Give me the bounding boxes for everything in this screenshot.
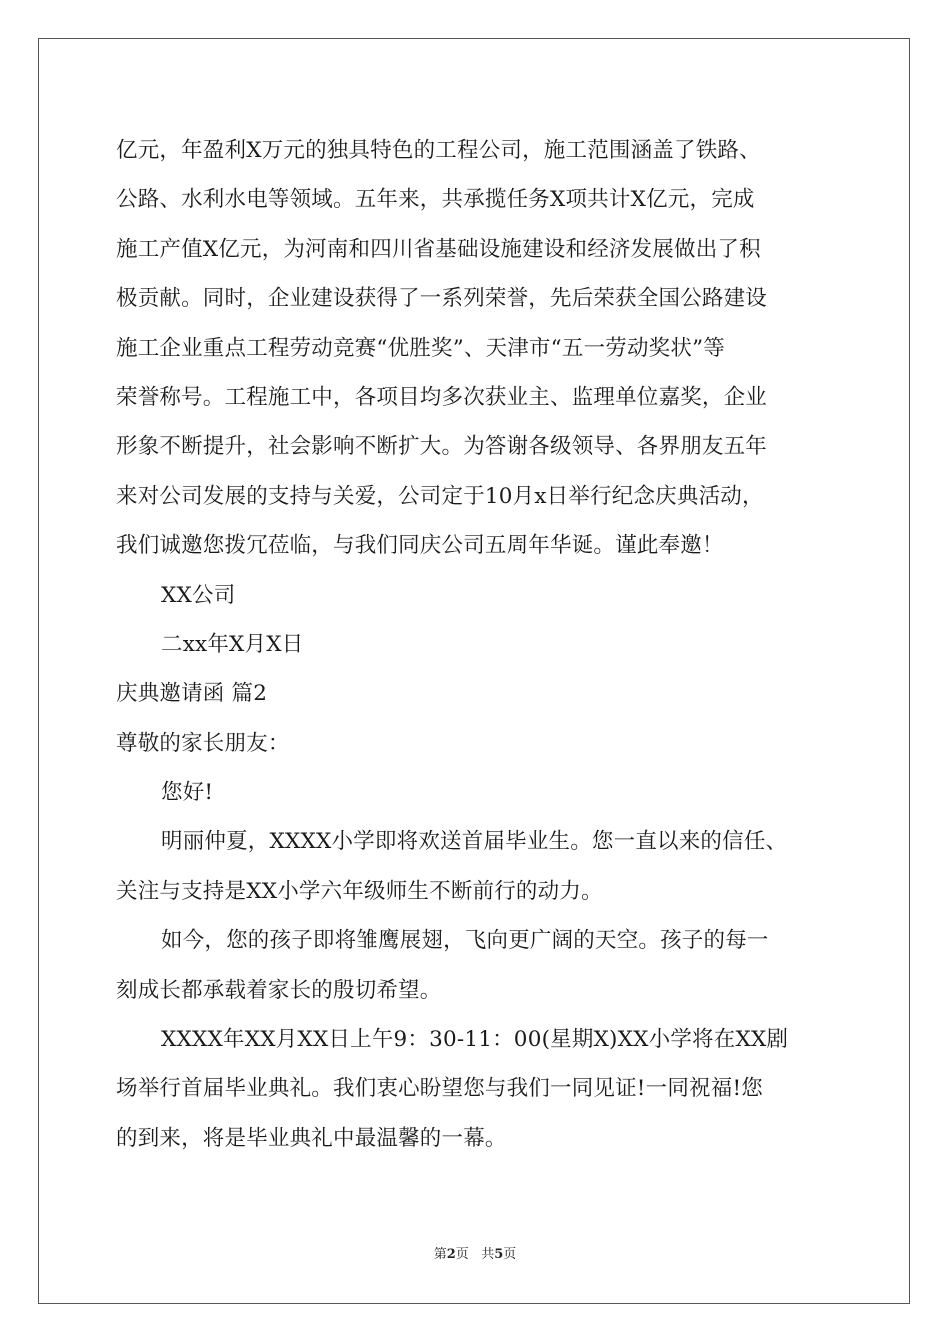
page-footer [0, 1246, 950, 1264]
paragraph-line: 施工产值X亿元，为河南和四川省基础设施建设和经济发展做出了积 [116, 236, 761, 262]
page-number-prefix: 第 [433, 1247, 447, 1262]
paragraph-line: 形象不断提升，社会影响不断扩大。为答谢各级领导、各界朋友五年 [116, 434, 768, 460]
section-heading: 庆典邀请函 篇2 [116, 681, 268, 707]
paragraph-line: 施工企业重点工程劳动竞赛“优胜奖”、天津市“五一劳动奖状”等 [116, 335, 725, 361]
paragraph-line: 刻成长都承载着家长的殷切希望。 [116, 977, 442, 1003]
paragraph-line: 极贡献。同时，企业建设获得了一系列荣誉，先后荣获全国公路建设 [116, 286, 768, 312]
paragraph-line: 亿元，年盈利X万元的独具特色的工程公司，施工范围涵盖了铁路、 [116, 138, 761, 163]
paragraph-line: 场举行首届毕业典礼。我们衷心盼望您与我们一同见证!一同祝福!您 [116, 1076, 763, 1102]
paragraph-line: XXXX年XX月XX日上午9：30-11：00(星期X)XX小学将在XX剧 [161, 1027, 789, 1053]
page-total: 5 [494, 1247, 504, 1262]
salutation: 尊敬的家长朋友： [116, 730, 290, 756]
paragraph-line: 关注与支持是XX小学六年级师生不断前行的动力。 [116, 878, 603, 904]
page-total-prefix: 共 [481, 1247, 495, 1262]
page-number-current: 2 [446, 1247, 456, 1262]
paragraph-line: 公路、水利水电等领域。五年来，共承揽任务X项共计X亿元，完成 [116, 187, 755, 213]
document-body [116, 126, 836, 1163]
paragraph-line: 我们诚邀您拨冗莅临，与我们同庆公司五周年华诞。谨此奉邀！ [116, 533, 724, 559]
paragraph-line: 如今，您的孩子即将雏鹰展翅，飞向更广阔的天空。孩子的每一 [161, 928, 769, 954]
signature-company: XX公司 [161, 582, 236, 608]
greeting: 您好! [161, 780, 214, 806]
paragraph-line: 明丽仲夏，XXXX小学即将欢送首届毕业生。您一直以来的信任、 [161, 829, 788, 855]
paragraph-line: 荣誉称号。工程施工中，各项目均多次获业主、监理单位嘉奖，企业 [116, 384, 768, 410]
paragraph-line: 来对公司发展的支持与关爱，公司定于10月x日举行纪念庆典活动， [116, 483, 764, 509]
page-number-suffix: 页 [455, 1247, 469, 1262]
paragraph-line: 的到来，将是毕业典礼中最温馨的一幕。 [116, 1125, 507, 1151]
signature-date: 二xx年X月X日 [161, 631, 304, 657]
page-total-suffix: 页 [503, 1247, 517, 1262]
